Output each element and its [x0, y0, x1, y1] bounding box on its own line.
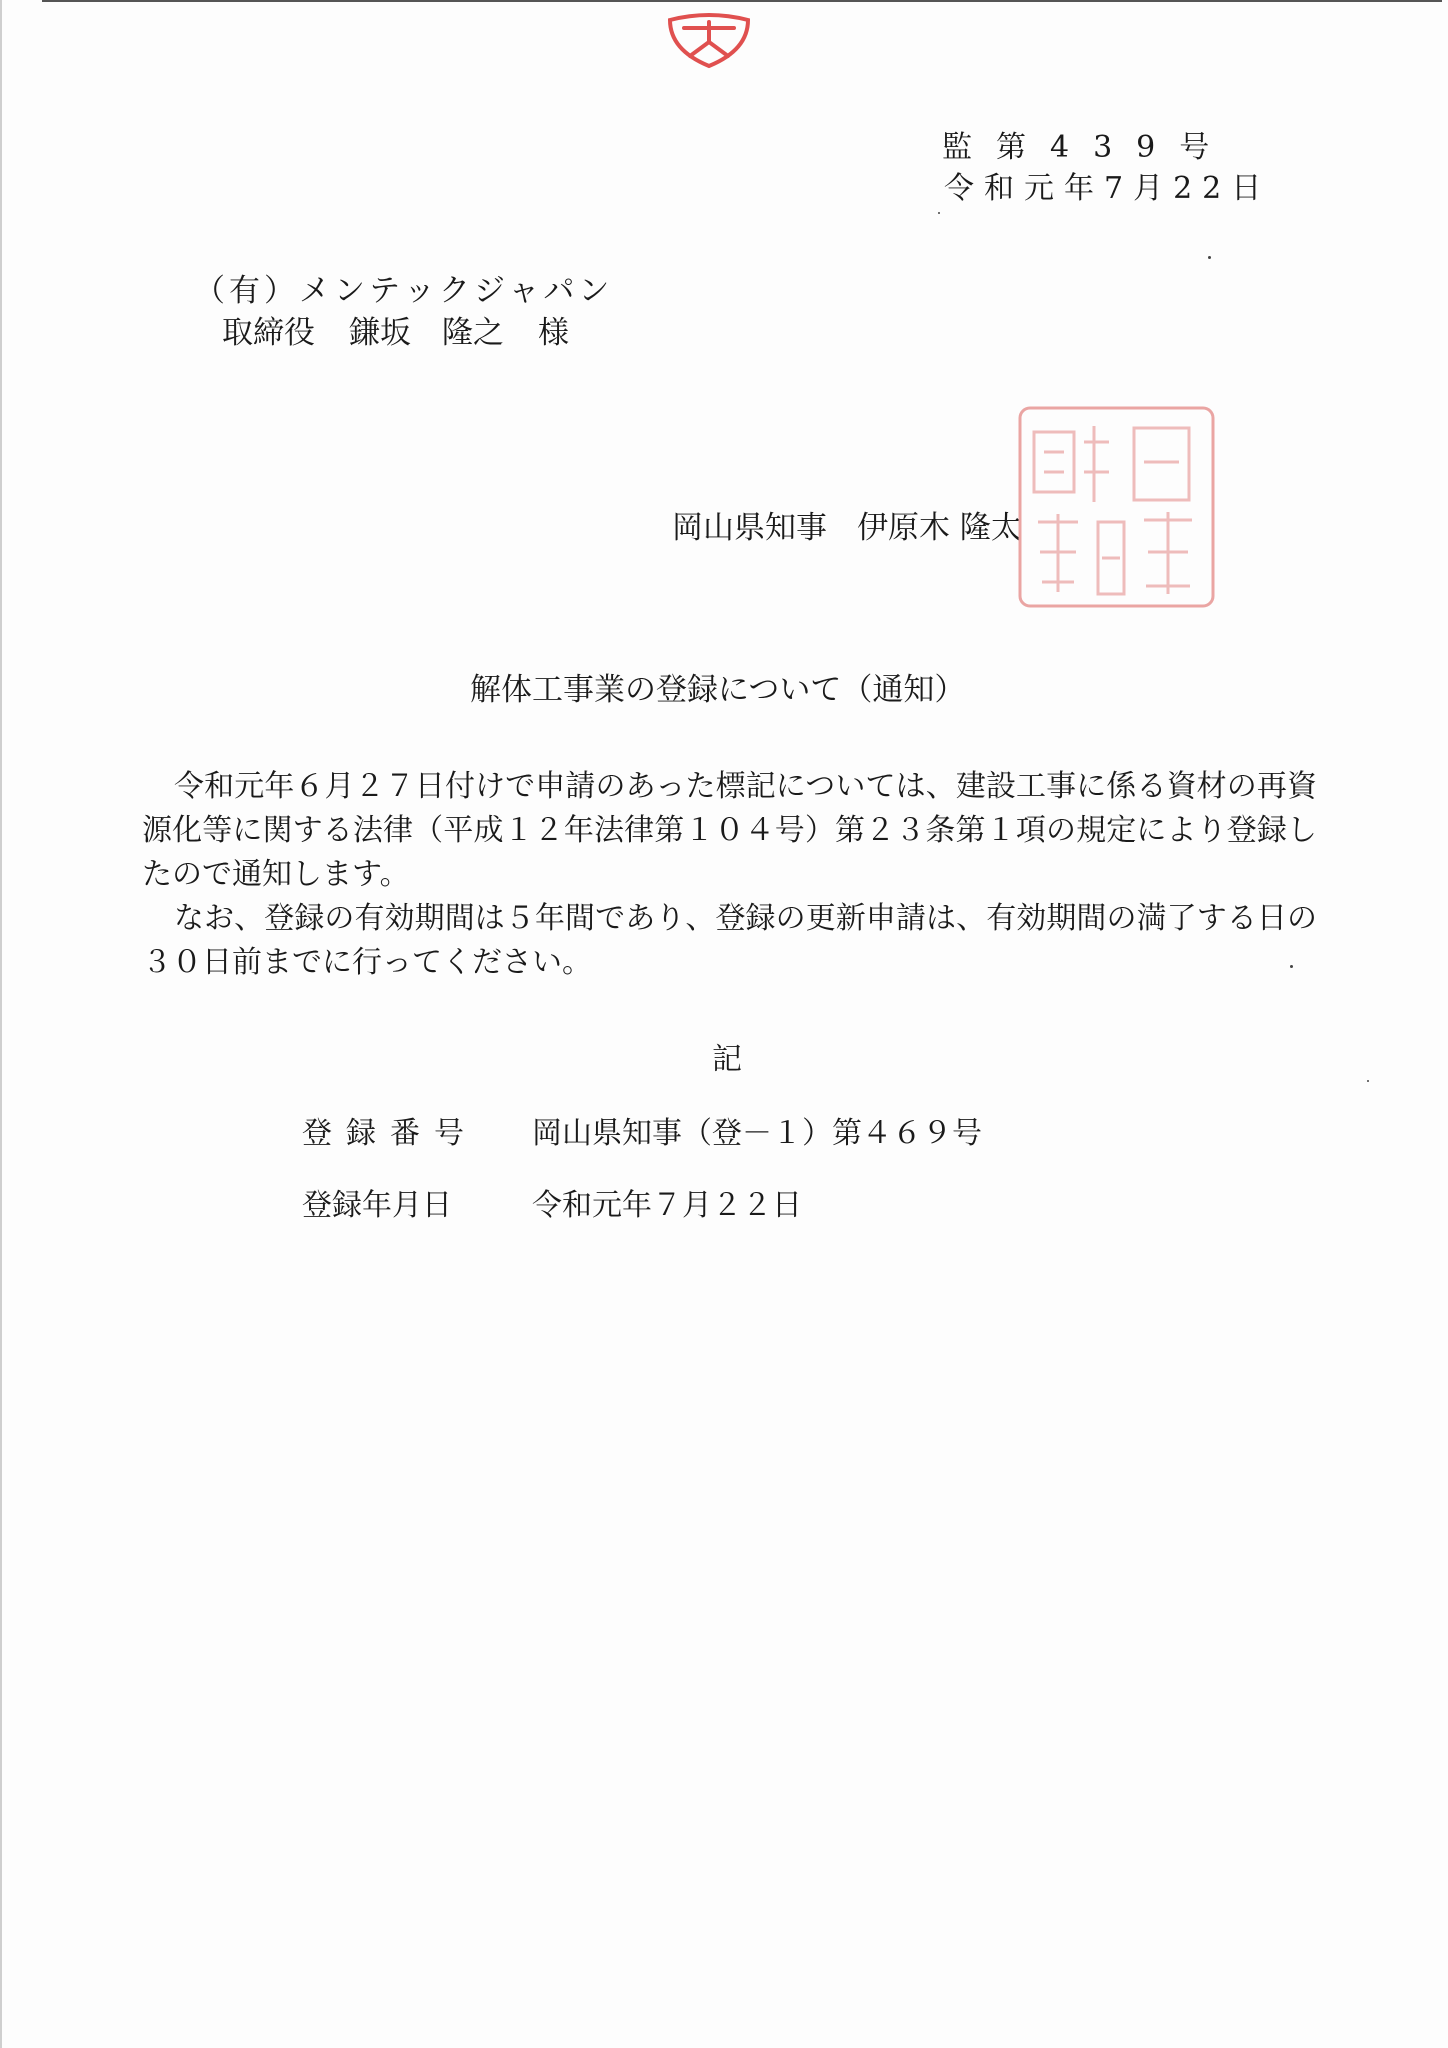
addressee-line [222, 307, 603, 352]
top-rule [42, 0, 1442, 2]
scan-speck [938, 212, 940, 214]
receipt-stamp [664, 12, 754, 70]
record-heading: 記 [712, 1042, 742, 1077]
registration-number-value: 岡山県知事（登－１）第４６９号 [532, 1116, 982, 1151]
body-paragraph-1: 令和元年６月２７日付けで申請のあった標記については、建設工事に係る資材の再資源化等に関する法律（平成１２年法律第１０４号）第２３条第１項の規定により登録したので通知します。 [142, 769, 1317, 892]
registration-number-label: 登録番号 [302, 1116, 478, 1151]
registration-date-value: 令和元年７月２２日 [532, 1188, 802, 1223]
addressee-name: 鎌坂 隆之 [349, 315, 504, 351]
sender-office: 岡山県知事 [672, 510, 827, 546]
official-seal [1014, 402, 1219, 612]
registration-date-row [302, 1180, 802, 1224]
scan-speck [1290, 965, 1293, 968]
body-paragraph-2: なお、登録の有効期間は５年間であり、登録の更新申請は、有効期間の満了する日の３０日前までに行ってください。 [142, 901, 1317, 980]
subject-heading: 解体工事業の登録について（通知） [470, 672, 966, 708]
registration-number-row [302, 1108, 982, 1152]
sender-name: 伊原木 隆太 [857, 510, 1022, 546]
scan-speck [1208, 256, 1211, 259]
scan-speck [1367, 1080, 1369, 1082]
addressee-title: 取締役 [222, 315, 315, 351]
addressee-company: （有）メンテックジャパン [194, 273, 614, 309]
registration-date-label: 登録年月日 [302, 1188, 452, 1223]
document-number: 監第439号 [942, 130, 1234, 165]
document-date: 令和元年7月22日 [944, 171, 1272, 206]
body-text [142, 765, 1317, 985]
sender-line [672, 502, 1022, 547]
addressee-honorific: 様 [538, 315, 569, 351]
